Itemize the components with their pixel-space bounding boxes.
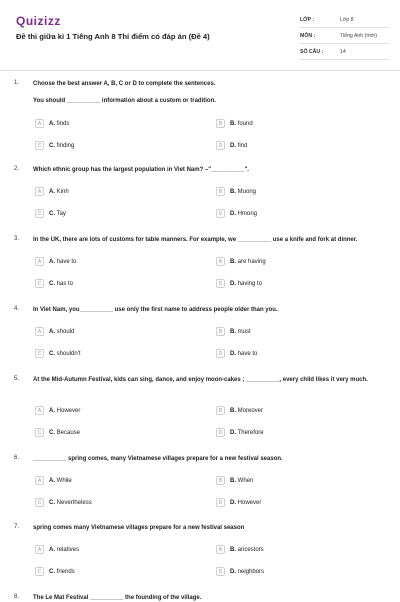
option-d[interactable]	[216, 427, 264, 438]
meta-row-count	[300, 44, 390, 60]
option-c[interactable]	[35, 497, 92, 508]
option-box: C	[35, 349, 44, 358]
option-box: A	[35, 406, 44, 415]
option-letter: D.	[230, 568, 236, 575]
option-box: C	[35, 209, 44, 218]
question-number: 3.	[14, 236, 20, 242]
option-letter: D.	[230, 350, 236, 357]
option-text: friends	[56, 568, 75, 575]
option-a[interactable]	[35, 118, 69, 129]
header-divider	[0, 70, 400, 71]
option-box: D	[216, 349, 225, 358]
option-box: C	[35, 141, 44, 150]
option-text: Kinh	[56, 188, 69, 195]
option-text: neighbors	[237, 568, 265, 575]
worksheet-meta	[300, 12, 390, 60]
question-text: Choose the best answer A, B, C or D to complete the sentences.	[33, 81, 216, 87]
option-a[interactable]	[35, 405, 80, 416]
quizizz-logo: Quizizz	[16, 14, 61, 28]
option-text: should	[56, 328, 75, 335]
option-letter: C.	[49, 210, 55, 217]
option-text: Tay	[56, 210, 66, 217]
option-text: finding	[56, 142, 75, 149]
option-text: have to	[237, 350, 258, 357]
option-text: finds	[56, 120, 70, 127]
option-box: C	[35, 498, 44, 507]
meta-label: MÔN :	[300, 32, 316, 39]
option-d[interactable]	[216, 566, 264, 577]
option-text: Therefore	[237, 429, 264, 436]
option-c[interactable]	[35, 278, 73, 289]
meta-label: LỚP :	[300, 16, 315, 23]
option-letter: A.	[49, 188, 55, 195]
option-text: When	[237, 477, 254, 484]
option-box: C	[35, 428, 44, 437]
option-b[interactable]	[216, 186, 256, 197]
meta-row-subject	[300, 28, 390, 44]
question-number: 8.	[14, 594, 20, 600]
question-number: 4.	[14, 306, 20, 312]
option-b[interactable]	[216, 475, 253, 486]
option-box: B	[216, 476, 225, 485]
option-letter: C.	[49, 429, 55, 436]
meta-label: SỐ CÂU :	[300, 48, 324, 55]
option-box: B	[216, 187, 225, 196]
option-c[interactable]	[35, 208, 66, 219]
worksheet-title: Đề thi giữa kì 1 Tiếng Anh 8 Thí điểm có đáp án (Đề 4)	[16, 32, 210, 41]
question-text: In Viet Nam, you__________ use only the first name to address people older than you.	[33, 307, 278, 313]
option-box: D	[216, 428, 225, 437]
option-letter: B.	[230, 477, 236, 484]
option-text: have to	[56, 258, 77, 265]
option-text: must	[237, 328, 251, 335]
option-text: find	[237, 142, 248, 149]
option-text: are having	[237, 258, 266, 265]
question-text: The Le Mat Festival __________ the founding of the village.	[33, 595, 202, 601]
question-text: Which ethnic group has the largest population in Viet Nam? –"__________".	[33, 167, 249, 173]
question-number: 1.	[14, 80, 20, 86]
option-letter: A.	[49, 120, 55, 127]
option-text: Moreover	[237, 407, 264, 414]
option-text: Because	[56, 429, 81, 436]
option-box: D	[216, 141, 225, 150]
meta-value: Tiếng Anh (mới)	[340, 32, 377, 39]
option-box: B	[216, 406, 225, 415]
option-text: having to	[237, 280, 263, 287]
option-letter: B.	[230, 188, 236, 195]
option-text: Hmong	[237, 210, 258, 217]
option-a[interactable]	[35, 475, 72, 486]
option-b[interactable]	[216, 544, 264, 555]
option-box: A	[35, 257, 44, 266]
option-letter: D.	[230, 142, 236, 149]
option-d[interactable]	[216, 497, 261, 508]
option-box: D	[216, 567, 225, 576]
option-d[interactable]	[216, 140, 247, 151]
option-box: A	[35, 476, 44, 485]
option-box: D	[216, 209, 225, 218]
option-a[interactable]	[35, 256, 76, 267]
option-c[interactable]	[35, 566, 75, 577]
option-letter: C.	[49, 499, 55, 506]
option-text: While	[56, 477, 72, 484]
option-b[interactable]	[216, 405, 263, 416]
option-letter: B.	[230, 407, 236, 414]
option-letter: D.	[230, 429, 236, 436]
option-letter: A.	[49, 407, 55, 414]
option-box: B	[216, 327, 225, 336]
question-text: At the Mid-Autumn Festival, kids can sing, dance, and enjoy moon-cakes ; __________, every child likes it very much.	[33, 377, 368, 383]
meta-row-class	[300, 12, 390, 28]
question-number: 5.	[14, 376, 20, 382]
option-text: ancestors	[237, 546, 264, 553]
option-text: Muong	[237, 188, 257, 195]
option-text: has to	[56, 280, 74, 287]
option-letter: C.	[49, 350, 55, 357]
option-letter: C.	[49, 568, 55, 575]
option-text: relatives	[56, 546, 80, 553]
option-text: However	[56, 407, 81, 414]
option-b[interactable]	[216, 326, 251, 337]
option-a[interactable]	[35, 186, 69, 197]
question-text-sentence: You should __________ information about a custom or tradition.	[33, 98, 216, 104]
option-letter: D.	[230, 210, 236, 217]
option-box: C	[35, 567, 44, 576]
option-letter: A.	[49, 328, 55, 335]
option-box: B	[216, 545, 225, 554]
option-letter: B.	[230, 120, 236, 127]
option-a[interactable]	[35, 544, 79, 555]
option-d[interactable]	[216, 278, 262, 289]
question-number: 7.	[14, 524, 20, 530]
option-letter: A.	[49, 546, 55, 553]
option-text: Nevertheless	[56, 499, 92, 506]
meta-value: Lớp 8	[340, 16, 354, 23]
option-box: C	[35, 279, 44, 288]
option-box: A	[35, 119, 44, 128]
question-number: 2.	[14, 166, 20, 172]
option-letter: B.	[230, 328, 236, 335]
question-number: 6.	[14, 455, 20, 461]
option-letter: A.	[49, 477, 55, 484]
option-box: B	[216, 119, 225, 128]
option-text: shouldn't	[56, 350, 81, 357]
option-letter: C.	[49, 280, 55, 287]
worksheet-header	[0, 0, 400, 70]
option-c[interactable]	[35, 348, 81, 359]
question-text: In the UK, there are lots of customs for table manners. For example, we __________ use a knife and fork at dinner.	[33, 237, 358, 243]
option-c[interactable]	[35, 140, 74, 151]
option-letter: C.	[49, 142, 55, 149]
option-text: However	[237, 499, 262, 506]
question-text: __________ spring comes, many Vietnamese villages prepare for a new festival season.	[33, 456, 283, 462]
option-b[interactable]	[216, 118, 253, 129]
option-letter: B.	[230, 546, 236, 553]
option-box: A	[35, 545, 44, 554]
option-text: found	[237, 120, 253, 127]
option-box: A	[35, 187, 44, 196]
option-box: D	[216, 498, 225, 507]
option-letter: A.	[49, 258, 55, 265]
option-d[interactable]	[216, 208, 257, 219]
meta-value: 14	[340, 48, 346, 55]
option-box: B	[216, 257, 225, 266]
question-text: spring comes many Vietnamese villages prepare for a new festival season	[33, 525, 245, 531]
option-box: D	[216, 279, 225, 288]
option-letter: D.	[230, 280, 236, 287]
option-letter: D.	[230, 499, 236, 506]
option-letter: B.	[230, 258, 236, 265]
option-box: A	[35, 327, 44, 336]
option-b[interactable]	[216, 256, 266, 267]
option-d[interactable]	[216, 348, 257, 359]
option-c[interactable]	[35, 427, 80, 438]
option-a[interactable]	[35, 326, 74, 337]
